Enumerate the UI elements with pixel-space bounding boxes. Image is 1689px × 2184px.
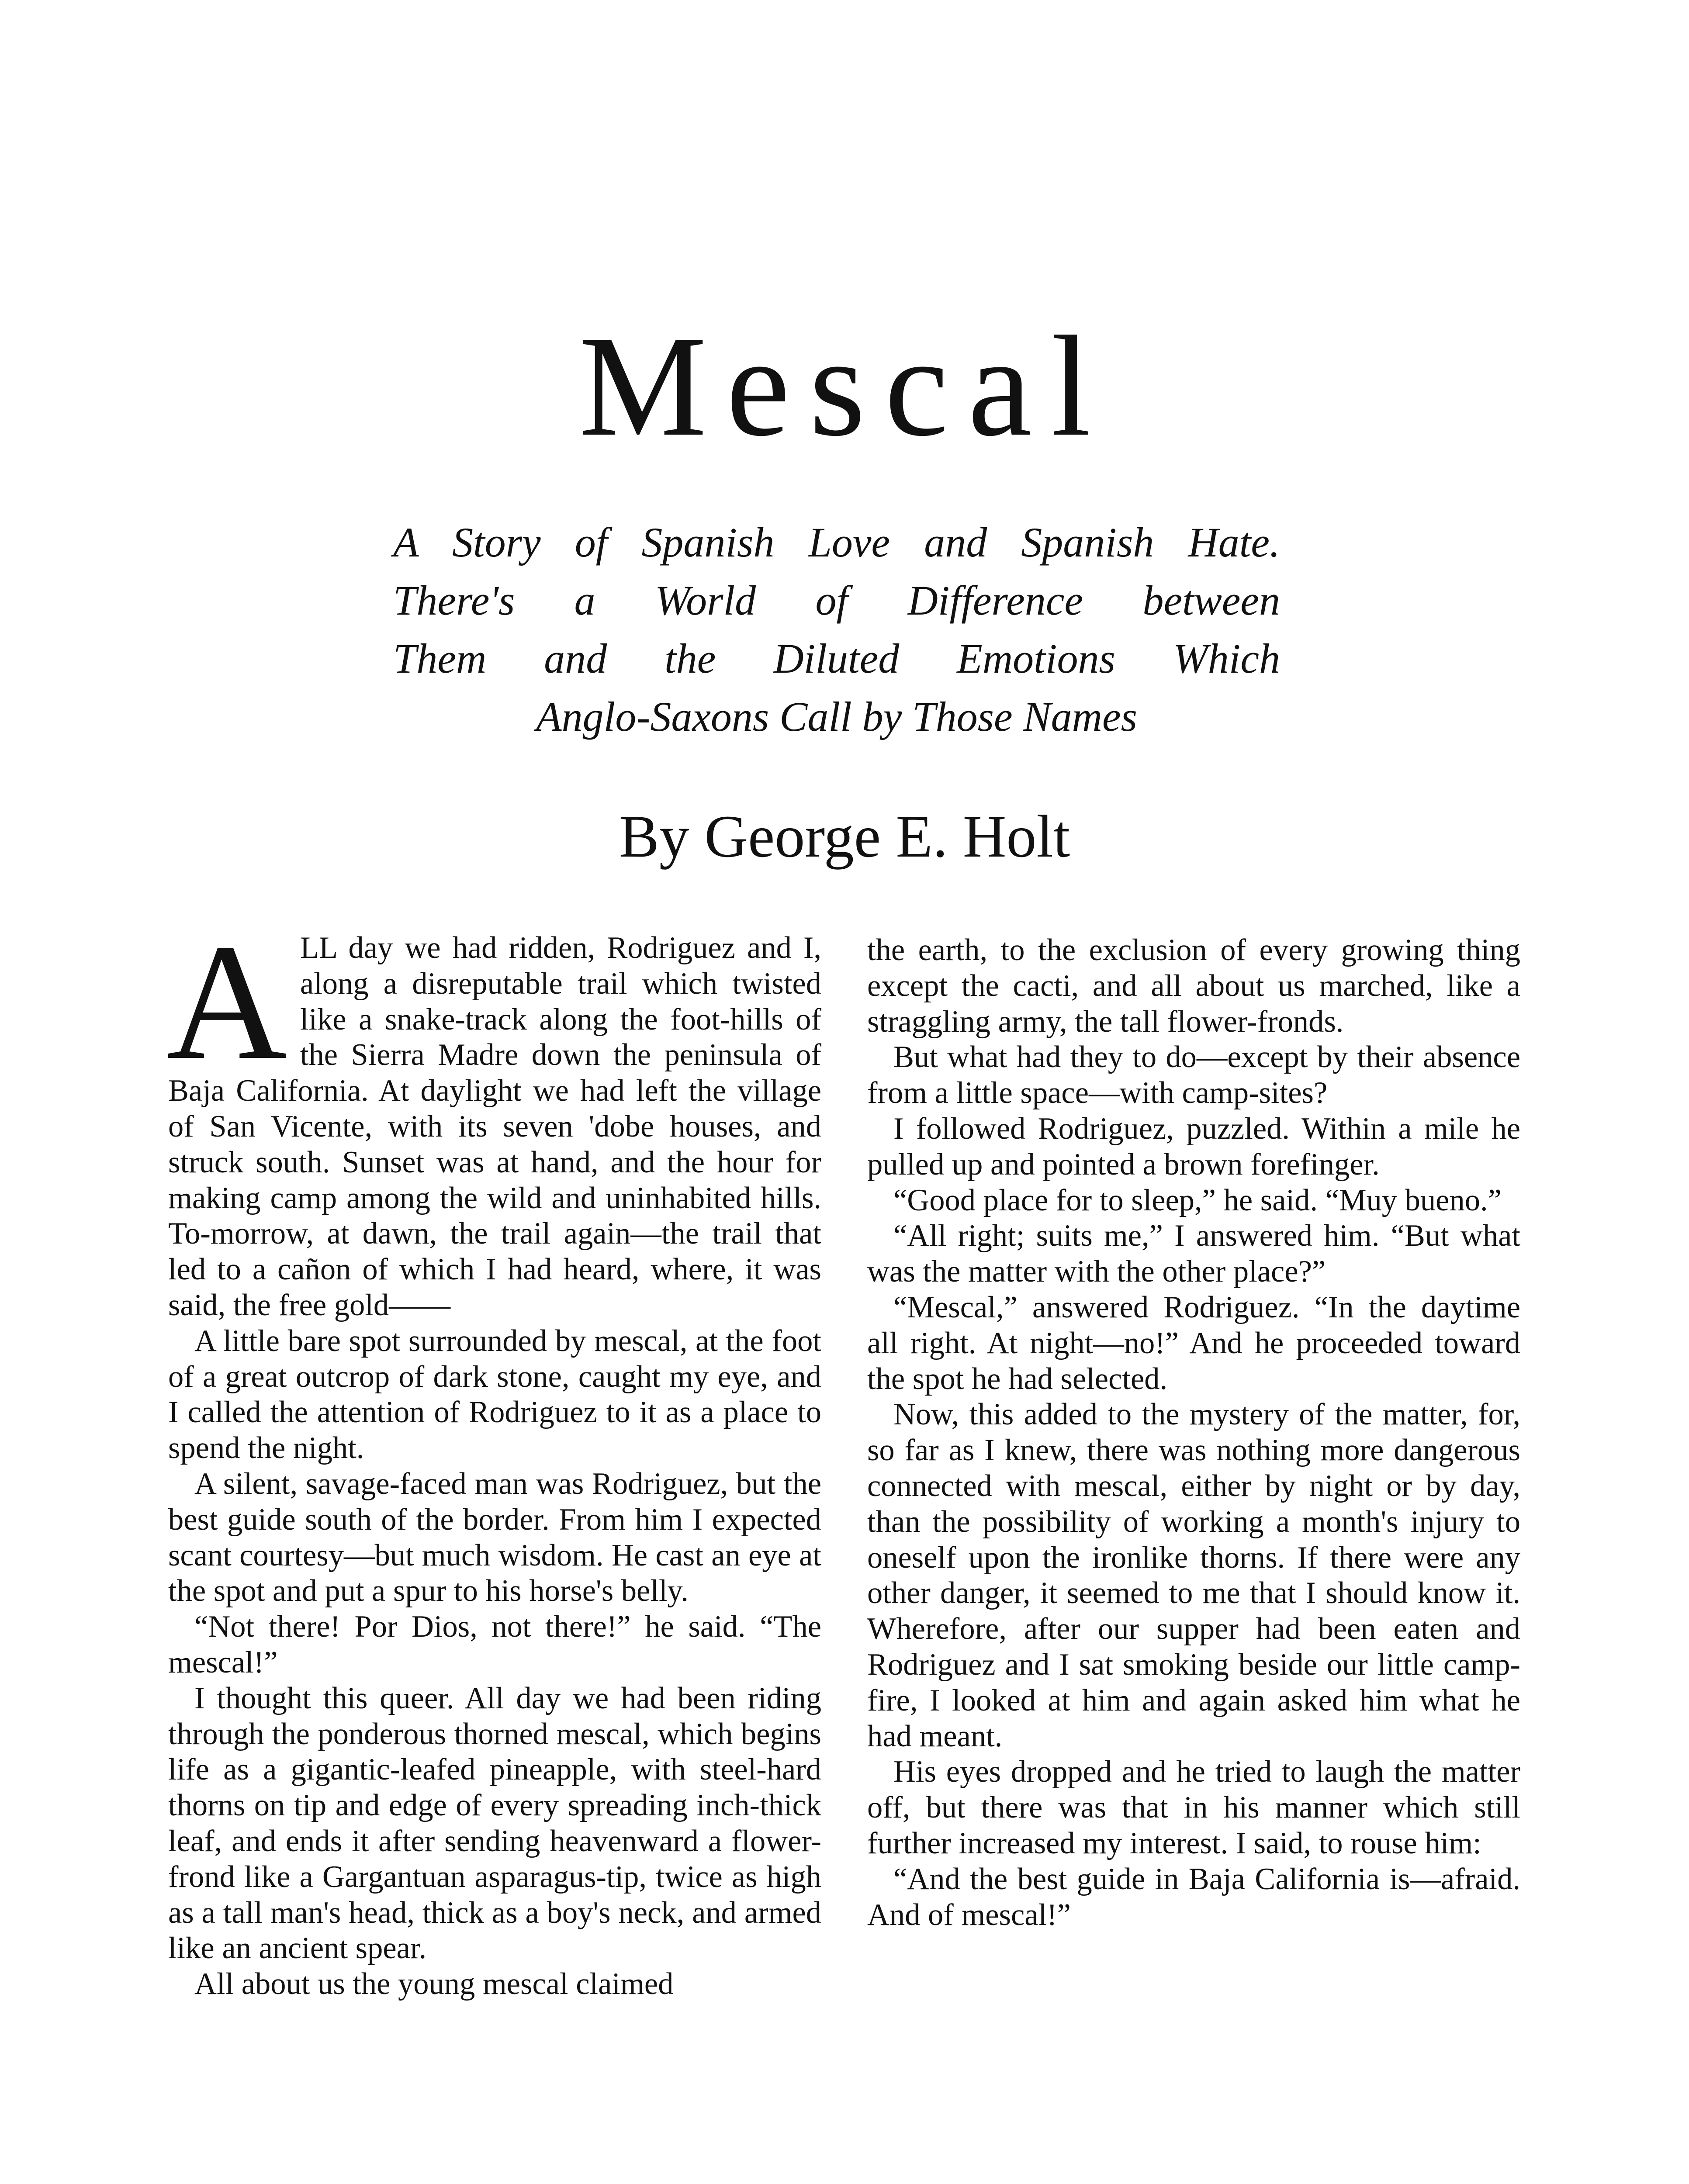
text-column-left [166, 909, 821, 2002]
body-paragraph: A silent, savage-faced man was Rodriguez, but the best guide south of the border. From him I expected scant courtesy—but much wisdom. He cast an eye at the spot and put a spur to his horse's belly. [168, 1466, 821, 1608]
body-paragraph: All about us the young mescal claimed [194, 1967, 674, 2001]
subtitle-line: Anglo-Saxons Call by Those Names [536, 693, 1137, 740]
subtitle-line: A Story of Spanish Love and Spanish Hate. [393, 519, 1280, 566]
body-paragraph: I thought this queer. All day we had been riding through the ponderous thorned mescal, which begins life as a gigantic-leafed pineapple, with steel-hard thorns on tip and edge of every spreading inch-thick leaf, and ends it after sending heavenward a flower-frond like a Gargantuan asparagus-tip, twice as high as a tall man's head, thick as a boy's neck, and armed like an ancient spear. [168, 1681, 821, 1966]
body-paragraph: the earth, to the exclusion of every growing thing except the cacti, and all about us marched, like a straggling army, the tall flower-fronds. [867, 933, 1520, 1039]
body-paragraph: Now, this added to the mystery of the matter, for, so far as I knew, there was nothing more dangerous connected with mescal, either by night or by day, than the possibility of working a month's injury to oneself upon the ironlike thorns. If there were any other danger, it seemed to me that I should know it. Wherefore, after our supper had been eaten and Rodriguez and I sat smoking beside our little camp-fire, I looked at him and again asked him what he had meant. [867, 1397, 1520, 1753]
author-byline: By George E. Holt [619, 803, 1070, 870]
body-paragraph: “Mescal,” answered Rodriguez. “In the daytime all right. At night—no!” And he proceeded toward the spot he had selected. [867, 1290, 1520, 1396]
article-title: Mescal [578, 307, 1111, 466]
body-paragraph: His eyes dropped and he tried to laugh the matter off, but there was that in his manner which still further increased my interest. I said, to rouse him: [867, 1755, 1520, 1860]
body-paragraph: “Good place for to sleep,” he said. “Muy bueno.” [893, 1183, 1502, 1217]
body-paragraph: “And the best guide in Baja California is—afraid. And of mescal!” [867, 1862, 1520, 1932]
body-paragraph: A little bare spot surrounded by mescal, at the foot of a great outcrop of dark stone, caught my eye, and I called the attention of Rodriguez to it as a place to spend the night. [168, 1324, 821, 1465]
subtitle-line: There's a World of Difference between [393, 577, 1280, 624]
body-paragraph: “All right; suits me,” I answered him. “But what was the matter with the other place?” [867, 1219, 1520, 1289]
body-paragraph: I followed Rodriguez, puzzled. Within a mile he pulled up and pointed a brown forefinger. [867, 1111, 1520, 1182]
text-column-right [867, 933, 1520, 1933]
drop-cap: A [166, 909, 287, 1094]
subtitle-line: Them and the Diluted Emotions Which [393, 635, 1280, 682]
body-paragraph: “Not there! Por Dios, not there!” he said. “The mescal!” [168, 1610, 821, 1679]
body-paragraph: But what had they to do—except by their absence from a little space—with camp-sites? [867, 1040, 1520, 1110]
body-paragraph [166, 909, 821, 1324]
paragraph-text: LL day we had ridden, Rodriguez and I, along a disreputable trail which twisted like a snake-track along the foot-hills of the Sierra Madre down the peninsula of Baja California. At daylight we had left the village of San Vicente, with its seven 'dobe houses, and struck south. Sunset was at hand, and the hour for making camp among the wild and uninhabited hills. To-morrow, at dawn, the trail again—the trail that led to a cañon of which I had heard, where, it was said, the free gold—— [168, 931, 821, 1322]
article-subtitle [393, 513, 1280, 746]
